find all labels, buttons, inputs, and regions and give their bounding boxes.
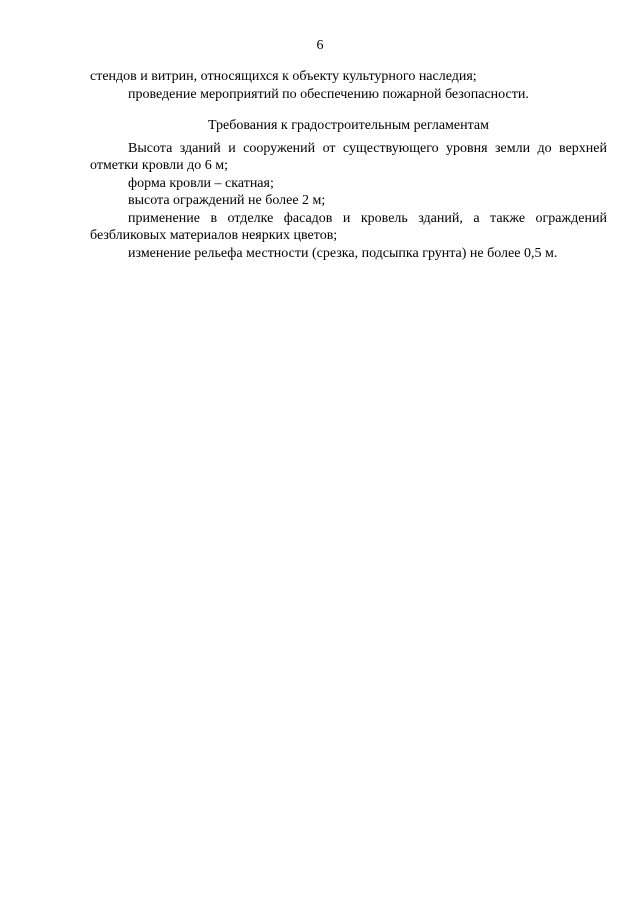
page-number: 6 xyxy=(316,38,324,53)
paragraph-stands-showcases: стендов и витрин, относящихся к объекту культурного наследия; xyxy=(90,69,477,84)
paragraph-facade-materials: применение в отделке фасадов и кровель зданий, а также ограждений безбликовых материалов неярких цветов; xyxy=(90,210,607,243)
paragraph-fence-height: высота ограждений не более 2 м; xyxy=(128,193,326,208)
paragraph-relief-change: изменение рельефа местности (срезка, подсыпка грунта) не более 0,5 м. xyxy=(128,245,558,261)
paragraph-building-height: Высота зданий и сооружений от существующего уровня земли до верхней отметки кровли до 6 м; xyxy=(90,140,607,173)
section-heading: Требования к градостроительным регламентам xyxy=(208,118,489,133)
paragraph-roof-shape: форма кровли – скатная; xyxy=(128,175,274,191)
document-body xyxy=(90,68,607,262)
paragraph-fire-safety: проведение мероприятий по обеспечению пожарной безопасности. xyxy=(128,86,529,102)
